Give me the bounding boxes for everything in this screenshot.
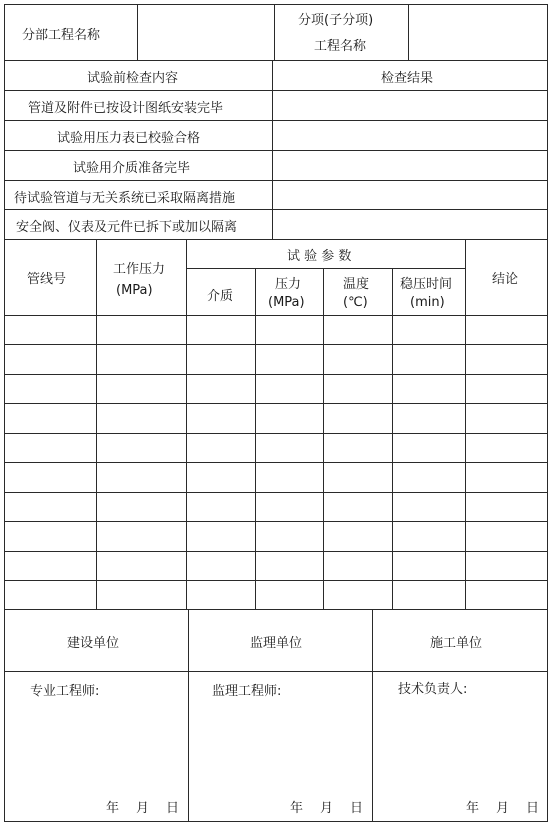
col-medium: 介质 xyxy=(207,289,234,304)
col-line-no: 管线号 xyxy=(27,272,67,287)
owner-unit-label: 建设单位 xyxy=(67,636,120,651)
table-row xyxy=(4,609,548,610)
col-work-pressure-2: (MPa) xyxy=(116,283,153,298)
col-conclusion: 结论 xyxy=(492,272,519,287)
check-item: 待试验管道与无关系统已采取隔离措施 xyxy=(14,191,236,206)
item-project-label-line2: 工程名称 xyxy=(314,39,367,54)
col-pressure-1: 压力 xyxy=(275,277,302,292)
table-row xyxy=(4,403,548,404)
col-work-pressure-1: 工作压力 xyxy=(113,262,166,277)
col-time-1: 稳压时间 xyxy=(400,277,453,292)
supervisor-date-month: 月 xyxy=(320,801,334,816)
supervisor-sign-label: 监理工程师: xyxy=(212,684,282,699)
table-row xyxy=(4,462,548,463)
col-time-2: (min) xyxy=(410,295,445,310)
table-row xyxy=(4,344,548,345)
check-content-header: 试验前检查内容 xyxy=(87,71,179,86)
check-result-header: 检查结果 xyxy=(381,71,434,86)
constructor-date-year: 年 xyxy=(466,801,480,816)
table-row xyxy=(4,374,548,375)
check-item: 试验用介质准备完毕 xyxy=(73,161,191,176)
check-item: 试验用压力表已校验合格 xyxy=(57,131,201,146)
owner-date-year: 年 xyxy=(106,801,120,816)
supervisor-date-day: 日 xyxy=(350,801,364,816)
constructor-sign-label: 技术负责人: xyxy=(398,682,468,697)
table-row xyxy=(4,551,548,552)
col-temp-2: (℃) xyxy=(343,295,368,310)
check-item: 管道及附件已按设计图纸安装完毕 xyxy=(28,101,224,116)
sub-project-label: 分部工程名称 xyxy=(22,28,101,43)
supervisor-date-year: 年 xyxy=(290,801,304,816)
owner-sign-label: 专业工程师: xyxy=(30,684,100,699)
col-temp-1: 温度 xyxy=(343,277,370,292)
table-row xyxy=(4,433,548,434)
constructor-date-day: 日 xyxy=(526,801,540,816)
constructor-unit-label: 施工单位 xyxy=(430,636,483,651)
col-pressure-2: (MPa) xyxy=(268,295,305,310)
supervisor-unit-label: 监理单位 xyxy=(250,636,303,651)
col-params: 试 验 参 数 xyxy=(287,249,352,264)
table-row xyxy=(4,580,548,581)
owner-date-day: 日 xyxy=(166,801,180,816)
item-project-label-line1: 分项(子分项) xyxy=(298,13,374,28)
table-row xyxy=(4,492,548,493)
constructor-date-month: 月 xyxy=(496,801,510,816)
check-item: 安全阀、仪表及元件已拆下或加以隔离 xyxy=(16,220,238,235)
owner-date-month: 月 xyxy=(136,801,150,816)
table-row xyxy=(4,521,548,522)
